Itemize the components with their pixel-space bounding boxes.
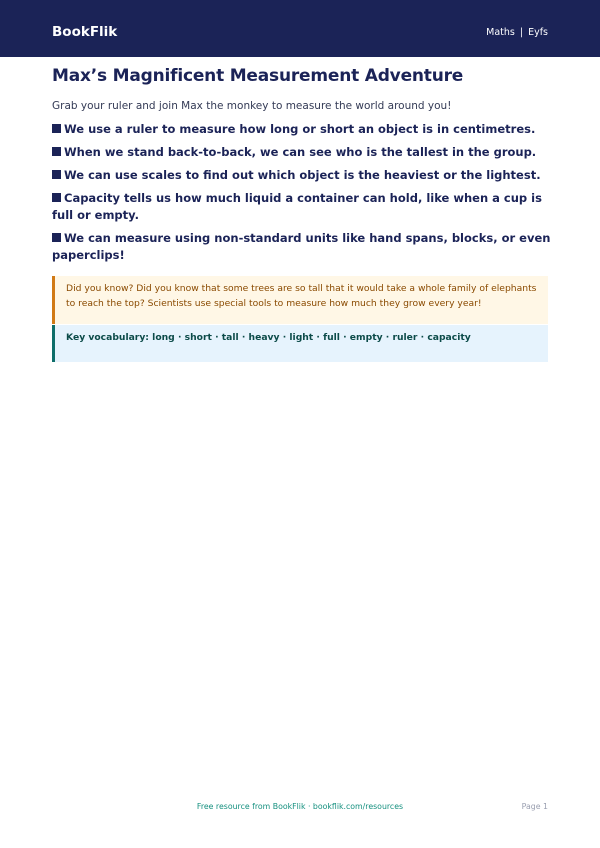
vocab-text: Key vocabulary: long · short · tall · heavy · light · full · empty · ruler · capacity: [66, 332, 471, 343]
page-number: Page 1: [521, 802, 548, 811]
list-item-text: We use a ruler to measure how long or short an object is in centimetres.: [64, 122, 536, 136]
footer-resource-link[interactable]: Free resource from BookFlik · bookflik.com/resources: [196, 802, 404, 811]
list-item: [52, 167, 552, 184]
breadcrumb-subject[interactable]: Maths: [486, 27, 515, 38]
breadcrumb-level[interactable]: Eyfs: [528, 27, 548, 38]
breadcrumb: [486, 26, 548, 40]
list-item-text: We can use scales to find out which object is the heaviest or the lightest.: [64, 168, 541, 182]
list-item: [52, 190, 552, 224]
header-bar: [0, 0, 600, 57]
intro-text: Grab your ruler and join Max the monkey to measure the world around you!: [52, 100, 452, 112]
list-item: [52, 144, 552, 161]
square-bullet-icon: [52, 170, 61, 179]
list-item-text: We can measure using non-standard units like hand spans, blocks, or even paperclips!: [52, 231, 551, 262]
square-bullet-icon: [52, 193, 61, 202]
key-vocabulary-callout: [52, 325, 548, 362]
brand-logo[interactable]: BookFlik: [52, 24, 118, 40]
breadcrumb-separator: |: [519, 27, 524, 38]
fact-text: Did you know? Did you know that some trees are so tall that it would take a whole family of elephants to reach the top? Scientists use special tools to measure how much they grow every year!: [66, 283, 537, 309]
square-bullet-icon: [52, 124, 61, 133]
square-bullet-icon: [52, 147, 61, 156]
key-points-list: [52, 121, 552, 270]
list-item-text: Capacity tells us how much liquid a container can hold, like when a cup is full or empty.: [52, 191, 542, 222]
did-you-know-callout: [52, 276, 548, 324]
page-title: Max’s Magnificent Measurement Adventure: [52, 66, 464, 86]
list-item: [52, 230, 552, 264]
list-item-text: When we stand back-to-back, we can see who is the tallest in the group.: [64, 145, 537, 159]
list-item: [52, 121, 552, 138]
square-bullet-icon: [52, 233, 61, 242]
